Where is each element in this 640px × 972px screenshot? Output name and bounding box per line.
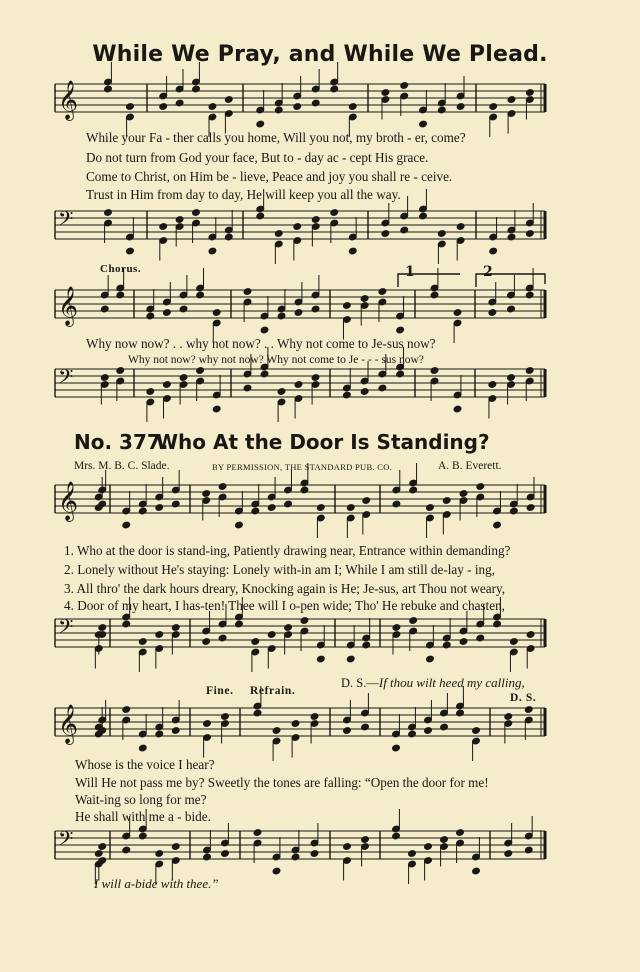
note-head — [224, 96, 233, 104]
note-head — [361, 723, 370, 731]
note-head — [253, 709, 262, 717]
note-head — [442, 497, 451, 505]
permission-credit: BY PERMISSION, THE STANDARD PUB. CO. — [212, 462, 393, 472]
note-head — [267, 504, 276, 512]
note-head — [277, 312, 286, 320]
note-head — [381, 89, 390, 97]
note-head — [146, 388, 155, 396]
note-head — [362, 497, 371, 505]
note-head — [378, 384, 387, 392]
bass-clef-icon: 𝄢 — [58, 615, 74, 643]
note-head — [456, 223, 465, 231]
treble-clef-icon: 𝄞 — [58, 481, 79, 521]
note-head — [524, 706, 533, 714]
note-head — [472, 867, 481, 875]
chorus-line-1: Why now now? . . why not now? . . Why not come to Je-sus now? — [86, 336, 436, 351]
note-head — [409, 617, 418, 625]
note-head — [378, 288, 387, 296]
note-head — [392, 500, 401, 508]
note-head — [489, 247, 498, 255]
note-head — [294, 309, 303, 317]
note-head — [212, 309, 221, 317]
first-ending-number: 1 — [405, 264, 415, 280]
treble-clef-icon: 𝄞 — [58, 80, 79, 120]
note-head — [192, 85, 201, 93]
note-head — [256, 120, 265, 128]
note-head — [192, 209, 201, 217]
note-head — [396, 326, 405, 334]
note-head — [476, 634, 485, 642]
final-italic-line: I will a-bide with thee.” — [94, 876, 219, 891]
note-head — [163, 381, 172, 389]
hymn-title: While We Pray, and While We Plead. — [92, 42, 548, 67]
note-head — [456, 829, 465, 837]
bass-clef-icon: 𝄢 — [58, 207, 74, 235]
note-head — [507, 96, 516, 104]
note-head — [392, 832, 401, 840]
note-head — [392, 624, 401, 632]
note-head — [126, 103, 135, 111]
note-head — [159, 223, 168, 231]
verse-377-4: 4. Door of my heart, I has-ten! Thee will I o-pen wide; Tho' He rebuke and chasten, — [64, 598, 505, 613]
note-head — [98, 843, 107, 851]
note-head — [224, 233, 233, 241]
note-head — [274, 230, 283, 238]
note-head — [179, 374, 188, 382]
note-head — [525, 291, 534, 299]
note-head — [489, 103, 498, 111]
note-head — [196, 291, 205, 299]
ds-mark: D. S. — [510, 692, 537, 704]
note-head — [122, 521, 131, 529]
note-head — [400, 226, 409, 234]
note-head — [203, 853, 212, 861]
note-head — [442, 641, 451, 649]
note-head — [155, 850, 164, 858]
note-head — [459, 490, 468, 498]
note-head — [346, 655, 355, 663]
note-head — [221, 850, 230, 858]
note-head — [155, 730, 164, 738]
note-head — [330, 209, 339, 217]
note-head — [526, 504, 535, 512]
note-head — [138, 507, 147, 515]
note-head — [509, 638, 518, 646]
note-head — [274, 106, 283, 114]
note-head — [430, 367, 439, 375]
note-head — [104, 209, 113, 217]
note-head — [98, 500, 107, 508]
note-head — [526, 631, 535, 639]
note-head — [453, 405, 462, 413]
note-head — [208, 247, 217, 255]
treble-clef-icon: 𝄞 — [58, 704, 79, 744]
verse-377-3: 3. All thro' the dark hours dreary, Knocking again is He; Je-sus, art Thou not weary, — [64, 581, 505, 596]
note-head — [104, 85, 113, 93]
note-head — [430, 291, 439, 299]
note-head — [221, 713, 230, 721]
note-head — [419, 212, 428, 220]
note-head — [171, 500, 180, 508]
note-head — [488, 309, 497, 317]
note-head — [311, 305, 320, 313]
note-head — [122, 706, 131, 714]
verse-line-2: Do not turn from God your face, But to - day ac - cept His grace. — [86, 150, 429, 165]
note-head — [437, 106, 446, 114]
chorus-label: Chorus. — [100, 263, 142, 275]
note-head — [291, 853, 300, 861]
note-head — [138, 744, 147, 752]
note-head — [253, 829, 262, 837]
ds-instruction — [341, 672, 525, 691]
verse-line-3: Come to Christ, on Him be - lieve, Peace and joy you shall re - ceive. — [86, 169, 453, 184]
note-head — [235, 620, 244, 628]
note-head — [360, 295, 369, 303]
note-head — [316, 655, 325, 663]
note-head — [100, 374, 109, 382]
note-head — [256, 212, 265, 220]
note-head — [293, 103, 302, 111]
note-head — [284, 500, 293, 508]
note-head — [171, 727, 180, 735]
note-head — [235, 521, 244, 529]
note-head — [171, 843, 180, 851]
note-head — [310, 713, 319, 721]
note-head — [440, 723, 449, 731]
note-head — [251, 507, 260, 515]
note-head — [409, 486, 418, 494]
note-head — [456, 103, 465, 111]
note-head — [509, 507, 518, 515]
bass-clef-icon: 𝄢 — [58, 827, 74, 855]
verse-line-4: Trust in Him from day to day, He will keep you all the way. — [86, 187, 401, 202]
refrain-line-4: He shall with me a - bide. — [75, 809, 211, 824]
note-head — [472, 727, 481, 735]
note-head — [525, 230, 534, 238]
note-head — [408, 730, 417, 738]
note-head — [437, 230, 446, 238]
note-head — [424, 843, 433, 851]
note-head — [310, 850, 319, 858]
note-head — [348, 247, 357, 255]
hymn-number: No. 377. — [74, 430, 169, 454]
chorus-line-2: Why not now? why not now? Why not come to Je - - - sus now? — [128, 354, 424, 366]
note-head — [122, 620, 131, 628]
ending-brackets — [398, 274, 545, 287]
note-head — [426, 504, 435, 512]
refrain-label: Refrain. — [250, 685, 296, 697]
note-head — [218, 483, 227, 491]
note-head — [525, 367, 534, 375]
bass-clef-icon: 𝄢 — [58, 365, 74, 393]
note-head — [507, 305, 516, 313]
note-head — [392, 744, 401, 752]
note-head — [155, 631, 164, 639]
verse-line-1: While your Fa - ther calls you home, Will you not, my broth - er, come? — [86, 130, 466, 145]
note-head — [272, 867, 281, 875]
note-head — [175, 216, 184, 224]
note-head — [311, 99, 320, 107]
note-head — [426, 655, 435, 663]
note-head — [260, 326, 269, 334]
note-head — [138, 832, 147, 840]
note-head — [175, 99, 184, 107]
note-head — [138, 638, 147, 646]
note-head — [504, 713, 513, 721]
note-head — [330, 85, 339, 93]
note-head — [291, 720, 300, 728]
note-head — [524, 846, 533, 854]
note-head — [208, 103, 217, 111]
note-head — [146, 312, 155, 320]
note-head — [419, 120, 428, 128]
note-head — [100, 305, 109, 313]
note-head — [243, 288, 252, 296]
note-head — [171, 624, 180, 632]
note-head — [163, 309, 172, 317]
note-head — [381, 230, 390, 238]
note-head — [243, 384, 252, 392]
note-head — [361, 836, 370, 844]
note-head — [346, 504, 355, 512]
note-head — [311, 216, 320, 224]
note-head — [362, 641, 371, 649]
note-head — [504, 850, 513, 858]
verse-377-1: 1. Who at the door is stand-ing, Patiently drawing near, Entrance within demanding? — [64, 543, 511, 558]
ds-italic: If thou wilt heed my calling, — [378, 675, 525, 690]
second-ending-number: 2 — [483, 264, 493, 280]
note-head — [507, 233, 516, 241]
note-head — [196, 367, 205, 375]
note-head — [267, 631, 276, 639]
note-head — [408, 850, 417, 858]
note-head — [94, 850, 103, 858]
note-head — [493, 521, 502, 529]
note-head — [284, 624, 293, 632]
note-head — [300, 486, 309, 494]
note-head — [343, 727, 352, 735]
note-head — [260, 370, 269, 378]
note-head — [311, 374, 320, 382]
note-head — [507, 374, 516, 382]
note-head — [300, 617, 309, 625]
note-head — [98, 624, 107, 632]
note-head — [116, 367, 125, 375]
note-head — [488, 381, 497, 389]
note-head — [316, 504, 325, 512]
note-head — [251, 638, 260, 646]
note-head — [440, 836, 449, 844]
note-head — [126, 247, 135, 255]
note-head — [202, 490, 211, 498]
note-head — [348, 103, 357, 111]
note-head — [400, 82, 409, 90]
ds-note: D. S.— — [341, 676, 379, 690]
note-head — [179, 305, 188, 313]
note-head — [493, 620, 502, 628]
note-head — [122, 846, 131, 854]
note-head — [343, 391, 352, 399]
note-head — [453, 309, 462, 317]
note-head — [203, 720, 212, 728]
refrain-line-1: Whose is the voice I hear? — [75, 757, 215, 772]
composer-credit: A. B. Everett. — [438, 460, 502, 472]
fine-label: Fine. — [206, 685, 234, 697]
note-head — [212, 405, 221, 413]
note-head — [456, 709, 465, 717]
hymn-title-377: Who At the Door Is Standing? — [156, 430, 490, 454]
note-head — [272, 727, 281, 735]
note-head — [459, 638, 468, 646]
note-head — [424, 727, 433, 735]
note-head — [277, 388, 286, 396]
refrain-line-2: Will He not pass me by? Sweetly the tones are falling: “Open the door for me! — [75, 775, 489, 790]
note-head — [202, 638, 211, 646]
refrain-line-3: Wait-ing so long for me? — [75, 792, 207, 807]
note-head — [476, 483, 485, 491]
note-head — [294, 381, 303, 389]
note-head — [343, 843, 352, 851]
note-head — [396, 370, 405, 378]
note-head — [116, 291, 125, 299]
note-head — [293, 223, 302, 231]
note-head — [218, 634, 227, 642]
note-head — [159, 103, 168, 111]
verse-377-2: 2. Lonely without He's staying: Lonely with-in am I; While I am still de-lay - ing, — [64, 562, 496, 577]
author-credit: Mrs. M. B. C. Slade. — [74, 460, 170, 472]
note-head — [360, 388, 369, 396]
note-head — [155, 504, 164, 512]
treble-clef-icon: 𝄞 — [58, 286, 79, 326]
note-head — [525, 89, 534, 97]
note-head — [343, 302, 352, 310]
